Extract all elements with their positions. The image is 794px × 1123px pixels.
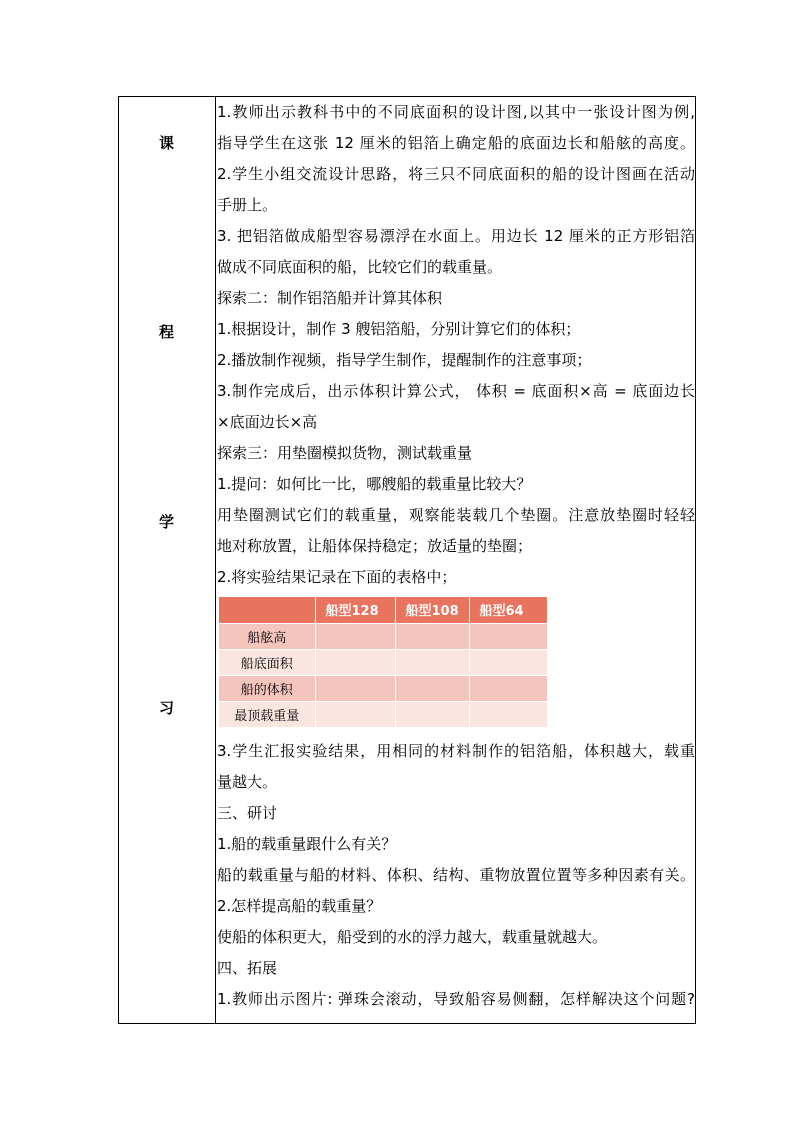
text-line: 1.根据设计，制作 3 艘铝箔船，分别计算它们的体积； xyxy=(217,320,581,338)
side-label-xue: 学 xyxy=(158,513,174,531)
text-line: 使船的体积更大，船受到的水的浮力越大，载重量就越大。 xyxy=(217,928,608,946)
side-label-ke: 课 xyxy=(158,134,174,152)
table-header-row xyxy=(219,597,547,623)
table-cell xyxy=(469,701,547,727)
text-line: 2.播放制作视频，指导学生制作，提醒制作的注意事项； xyxy=(217,351,592,369)
table-cell xyxy=(315,701,395,727)
text-line: ×底面边长×高 xyxy=(217,413,318,431)
table-cell xyxy=(469,649,547,675)
table-cell xyxy=(395,623,469,649)
result-table xyxy=(219,597,548,728)
text-line: 1.提问：如何比一比，哪艘船的载重量比较大？ xyxy=(217,475,532,493)
text-line: 2.将实验结果记录在下面的表格中； xyxy=(217,568,457,586)
section-heading: 四、拓展 xyxy=(217,959,278,977)
text-line: 指导学生在这张 12 厘米的铝箔上确定船的底面边长和船舷的高度。 xyxy=(217,134,695,152)
text-line: 做成不同底面积的船，比较它们的载重量。 xyxy=(217,258,503,276)
text-line: 1.教师出示教科书中的不同底面积的设计图,以其中一张设计图为例, xyxy=(217,103,695,121)
text-line: 2.怎样提高船的载重量？ xyxy=(217,897,382,915)
text-line: 2.学生小组交流设计思路，将三只不同底面积的船的设计图画在活动 xyxy=(217,165,695,183)
table-cell xyxy=(469,623,547,649)
table-cell xyxy=(395,649,469,675)
row-label: 船的体积 xyxy=(219,675,315,701)
table-header-cell: 船型108 xyxy=(395,597,469,623)
column-divider xyxy=(215,96,216,1024)
table-cell xyxy=(395,701,469,727)
table-cell xyxy=(315,675,395,701)
text-line: 手册上。 xyxy=(217,196,278,214)
table-cell xyxy=(315,649,395,675)
table-row xyxy=(219,649,547,675)
table-header-cell: 船型64 xyxy=(469,597,547,623)
result-table-wrapper xyxy=(217,593,695,736)
text-line: 地对称放置，让船体保持稳定；放适量的垫圈； xyxy=(217,537,533,555)
text-line: 3.学生汇报实验结果，用相同的材料制作的铝箔船，体积越大，载重 xyxy=(217,742,695,760)
section-heading: 探索三：用垫圈模拟货物，测试载重量 xyxy=(217,444,473,462)
table-row xyxy=(219,623,547,649)
text-line: 3. 把铝箔做成船型容易漂浮在水面上。用边长 12 厘米的正方形铝箔 xyxy=(217,227,695,245)
section-heading: 三、研讨 xyxy=(217,804,278,822)
lesson-content xyxy=(217,97,695,1015)
table-cell xyxy=(395,675,469,701)
side-label-xi: 习 xyxy=(158,699,174,717)
row-label: 船舷高 xyxy=(219,623,315,649)
text-line: 3.制作完成后，出示体积计算公式， 体积 = 底面积×高 = 底面边长 xyxy=(217,382,695,400)
table-cell xyxy=(315,623,395,649)
table-row xyxy=(219,675,547,701)
table-header-cell: 船型128 xyxy=(315,597,395,623)
row-label: 最顶载重量 xyxy=(219,701,315,727)
section-heading: 探索二：制作铝箔船并计算其体积 xyxy=(217,289,443,307)
text-line: 量越大。 xyxy=(217,773,278,791)
table-header-cell xyxy=(219,597,315,623)
row-label: 船底面积 xyxy=(219,649,315,675)
table-cell xyxy=(469,675,547,701)
table-row xyxy=(219,701,547,727)
text-line: 船的载重量与船的材料、体积、结构、重物放置位置等多种因素有关。 xyxy=(217,866,695,884)
text-line: 1.船的载重量跟什么有关？ xyxy=(217,835,397,853)
text-line: 1.教师出示图片: 弹珠会滚动，导致船容易侧翻，怎样解决这个问题? xyxy=(217,990,695,1008)
text-line: 用垫圈测试它们的载重量，观察能装载几个垫圈。注意放垫圈时轻轻 xyxy=(217,506,695,524)
side-label-cheng: 程 xyxy=(158,323,174,341)
